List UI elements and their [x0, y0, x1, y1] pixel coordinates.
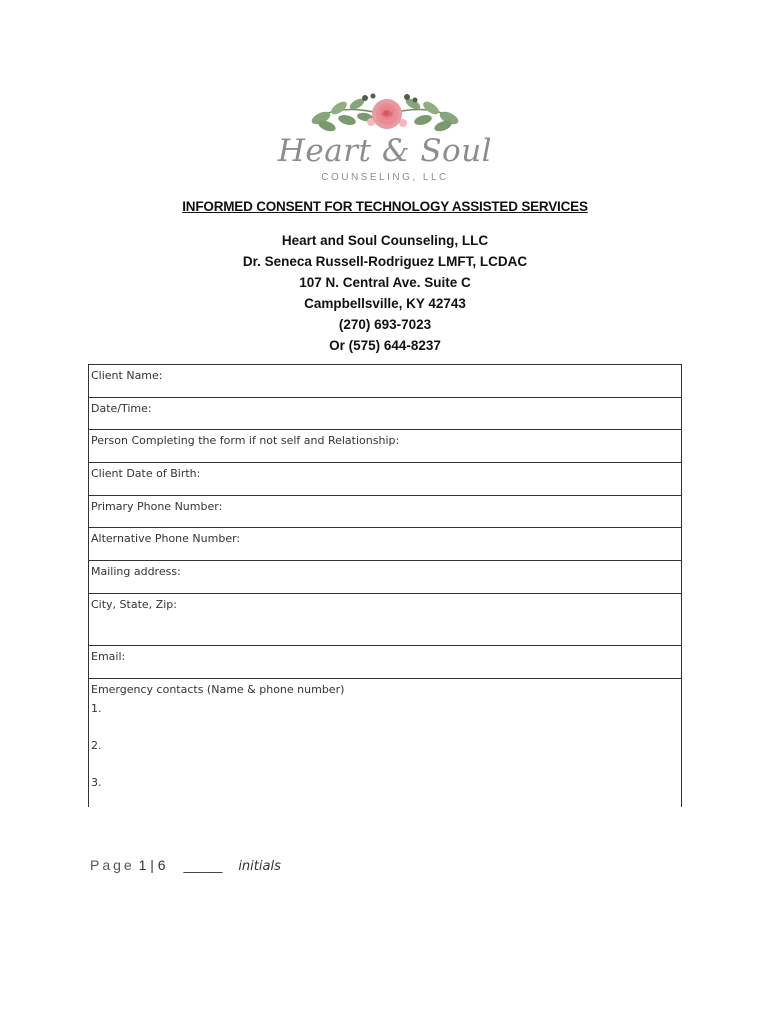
page-number: 1 | 6: [138, 857, 166, 873]
mailing-address-label: Mailing address:: [91, 565, 181, 578]
form-row[interactable]: [89, 646, 682, 679]
emergency-contact-3: 3.: [91, 776, 102, 789]
form-row[interactable]: [89, 528, 682, 561]
form-row[interactable]: [89, 496, 682, 528]
primary-phone-label: Primary Phone Number:: [91, 500, 223, 513]
page-word: Page: [90, 857, 135, 873]
brand-tagline: COUNSELING, LLC: [321, 172, 449, 183]
mailing-address-field[interactable]: [89, 561, 682, 594]
form-row[interactable]: [89, 561, 682, 594]
initials-label: initials: [238, 859, 281, 874]
phone-secondary: Or (575) 644-8237: [329, 338, 441, 353]
person-completing-label: Person Completing the form if not self and Relationship:: [91, 434, 400, 447]
client-name-field[interactable]: [89, 365, 682, 398]
client-dob-label: Client Date of Birth:: [91, 467, 201, 480]
emergency-contacts-field[interactable]: [89, 679, 682, 807]
initials-blank[interactable]: _____: [183, 857, 223, 873]
document-title: INFORMED CONSENT FOR TECHNOLOGY ASSISTED SERVICES: [182, 199, 588, 214]
page-footer: [90, 857, 281, 874]
email-label: Email:: [91, 650, 126, 663]
emergency-contact-1: 1.: [91, 702, 102, 715]
practice-header: [0, 230, 770, 356]
date-time-field[interactable]: [89, 398, 682, 430]
city-address: Campbellsville, KY 42743: [304, 296, 466, 311]
floral-wreath-icon: [255, 92, 515, 138]
practice-name: Heart and Soul Counseling, LLC: [281, 233, 489, 248]
primary-phone-field[interactable]: [89, 496, 682, 528]
alt-phone-field[interactable]: [89, 528, 682, 561]
city-state-zip-field[interactable]: [89, 594, 682, 646]
client-name-label: Client Name:: [91, 369, 163, 382]
street-address: 107 N. Central Ave. Suite C: [299, 275, 471, 290]
form-row[interactable]: [89, 430, 682, 463]
person-completing-field[interactable]: [89, 430, 682, 463]
form-row[interactable]: [89, 398, 682, 430]
date-time-label: Date/Time:: [91, 402, 152, 415]
email-field[interactable]: [89, 646, 682, 679]
client-info-form: [88, 364, 682, 807]
emergency-contact-2: 2.: [91, 739, 102, 752]
city-state-zip-label: City, State, Zip:: [91, 598, 177, 611]
client-dob-field[interactable]: [89, 463, 682, 496]
form-row[interactable]: [89, 365, 682, 398]
alt-phone-label: Alternative Phone Number:: [91, 532, 241, 545]
emergency-contacts-label: Emergency contacts (Name & phone number): [91, 683, 345, 696]
form-row[interactable]: [89, 679, 682, 807]
brand-name: Heart & Soul: [277, 133, 493, 169]
phone-primary: (270) 693-7023: [338, 317, 432, 332]
form-row[interactable]: [89, 463, 682, 496]
form-row[interactable]: [89, 594, 682, 646]
provider-name: Dr. Seneca Russell-Rodriguez LMFT, LCDAC: [242, 254, 528, 269]
company-logo: [255, 92, 515, 192]
